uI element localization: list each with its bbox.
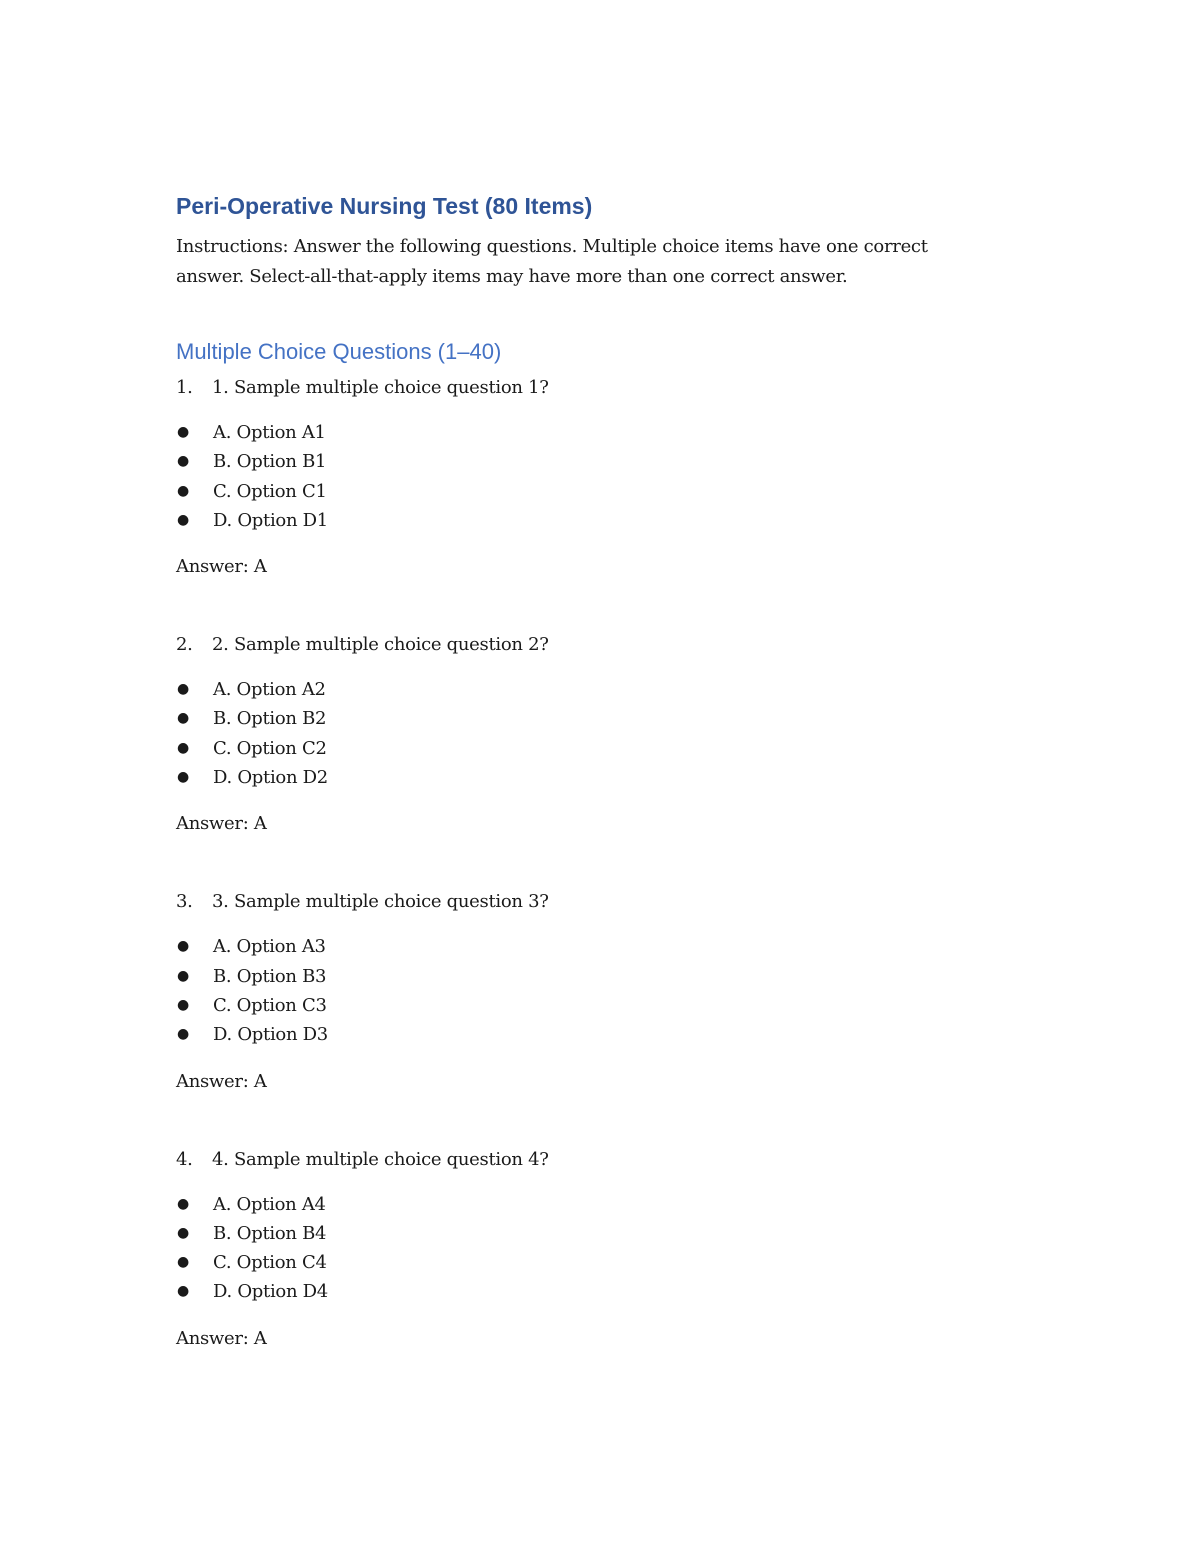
option-label: A. Option A4 [213,1193,326,1215]
bullet-icon: ● [177,511,189,528]
section-title: Multiple Choice Questions (1–40) [176,339,502,364]
option-label: C. Option C4 [213,1252,327,1274]
bullet-icon: ● [177,681,189,698]
option-label: D. Option D2 [213,767,328,789]
question-4 [176,1146,976,1353]
option-item [176,506,976,535]
option-list [176,1190,976,1307]
question-number: 4. [176,1148,193,1170]
bullet-icon: ● [177,967,189,984]
question-line [176,888,976,916]
instructions-text: Instructions: Answer the following questions. Multiple choice items have one correct answer. Select-all-that-apply items may have more than one correct answer. [176,236,928,287]
bullet-icon: ● [177,769,189,786]
option-label: D. Option D3 [213,1024,328,1046]
option-label: D. Option D1 [213,509,328,531]
option-item [176,447,976,476]
question-2 [176,631,976,838]
bullet-icon: ● [177,424,189,440]
option-label: C. Option C1 [213,480,327,502]
option-item [176,418,976,447]
bullet-icon: ● [177,1283,189,1300]
option-item [176,962,976,991]
option-label: B. Option B2 [213,708,327,730]
bullet-icon: ● [177,482,189,499]
question-3 [176,888,976,1095]
question-text: 3. Sample multiple choice question 3? [212,891,549,913]
option-item [176,763,976,792]
bullet-icon: ● [177,938,189,955]
question-text: 1. Sample multiple choice question 1? [212,377,549,398]
option-item [176,1190,976,1219]
bullet-icon: ● [177,453,189,470]
option-item [176,1219,976,1248]
question-number: 2. [176,634,193,656]
option-item [176,1277,976,1306]
bullet-icon: ● [177,1254,189,1271]
option-label: B. Option B1 [213,451,327,473]
bullet-icon: ● [177,710,189,727]
question-line [176,631,976,659]
option-label: A. Option A2 [213,679,326,701]
answer-text: Answer: A [176,1327,267,1349]
question-text: 2. Sample multiple choice question 2? [212,634,549,656]
bullet-icon: ● [177,1224,189,1241]
option-item [176,932,976,961]
option-list [176,932,976,1049]
option-item [176,477,976,506]
bullet-icon: ● [177,1195,189,1212]
option-label: A. Option A1 [213,422,326,443]
option-label: B. Option B3 [213,965,327,987]
bullet-icon: ● [177,1026,189,1043]
question-text: 4. Sample multiple choice question 4? [212,1148,549,1170]
document-page [176,190,976,1403]
option-label: C. Option C3 [213,994,327,1016]
option-item [176,1248,976,1277]
option-label: B. Option B4 [213,1222,327,1244]
document-title: Peri-Operative Nursing Test (80 Items) [176,193,593,219]
question-1 [176,374,976,581]
question-number: 1. [176,377,193,398]
option-item [176,991,976,1020]
answer-text: Answer: A [176,556,267,578]
option-item [176,1020,976,1049]
question-number: 3. [176,891,193,913]
option-label: D. Option D4 [213,1281,328,1303]
option-list [176,418,976,535]
option-list [176,675,976,792]
option-item [176,704,976,733]
option-item [176,734,976,763]
answer-text: Answer: A [176,1070,267,1092]
option-label: C. Option C2 [213,737,327,759]
option-label: A. Option A3 [213,936,326,958]
bullet-icon: ● [177,739,189,756]
option-item [176,675,976,704]
bullet-icon: ● [177,996,189,1013]
answer-text: Answer: A [176,813,267,835]
question-line [176,374,976,402]
question-line [176,1146,976,1174]
